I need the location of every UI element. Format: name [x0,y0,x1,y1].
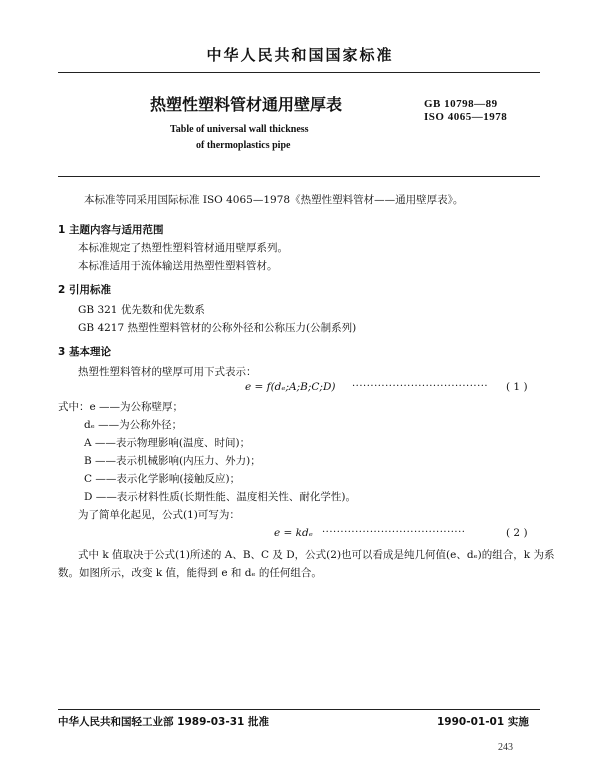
effective-date: 1990-01-01 实施 [437,716,529,728]
intro-paragraph: 本标准等同采用国际标准 ISO 4065—1978《热塑性塑料管材——通用壁厚表》。 [84,194,464,206]
std-no-gb: GB 10798—89 [424,98,498,110]
doc-title-en-2: of thermoplastics pipe [196,140,291,151]
section-2-heading: 2 引用标准 [58,284,111,296]
section-3-line-1: 热塑性塑料管材的壁厚可用下式表示： [78,366,257,378]
footer-rule [58,709,540,710]
header-rule-top [58,72,540,73]
formula-1-number: ( 1 ) [506,381,528,393]
std-no-iso: ISO 4065—1978 [424,111,508,123]
header-rule-bottom [58,176,540,177]
approval-text: 中华人民共和国轻工业部 1989-03-31 批准 [58,716,269,728]
formula-1-leader: ····································· [352,381,489,392]
definition-d: D ——表示材料性质(长期性能、温度相关性、耐化学性)。 [84,491,356,503]
definition-e: 式中：e ——为公称壁厚； [58,401,184,413]
formula-2: e = kdₑ [274,527,313,539]
formula-1: e = f(dₑ;A;B;C;D) [245,381,336,393]
section-1-heading: 1 主题内容与适用范围 [58,224,164,236]
definition-de: dₑ ——为公称外径； [84,419,183,431]
section-3-heading: 3 基本理论 [58,346,111,358]
section-2-line-2: GB 4217 热塑性塑料管材的公称外径和公称压力(公制系列) [78,322,357,334]
doc-title-en-1: Table of universal wall thickness [170,124,309,135]
section-1-line-1: 本标准规定了热塑性塑料管材通用壁厚系列。 [78,242,288,254]
closing-line-1: 式中 k 值取决于公式(1)所述的 A、B、C 及 D，公式(2)也可以看成是纯几何值(e、dₑ)的组合，k 为系 [78,549,555,561]
org-title: 中华人民共和国国家标准 [206,46,394,64]
section-1-line-2: 本标准适用于流体输送用热塑性塑料管材。 [78,260,278,272]
formula-2-leader: ······································· [322,527,466,538]
definition-c: C ——表示化学影响(接触反应)； [84,473,241,485]
definition-a: A ——表示物理影响(温度、时间)； [84,437,251,449]
formula-2-number: ( 2 ) [506,527,528,539]
doc-title-cn: 热塑性塑料管材通用壁厚表 [150,95,343,114]
closing-line-2: 数。如图所示，改变 k 值，能得到 e 和 dₑ 的任何组合。 [58,567,322,579]
page-number: 243 [498,742,513,753]
definition-b: B ——表示机械影响(内压力、外力)； [84,455,261,467]
simplify-text: 为了简单化起见，公式(1)可写为： [78,509,240,521]
section-2-line-1: GB 321 优先数和优先数系 [78,304,205,316]
